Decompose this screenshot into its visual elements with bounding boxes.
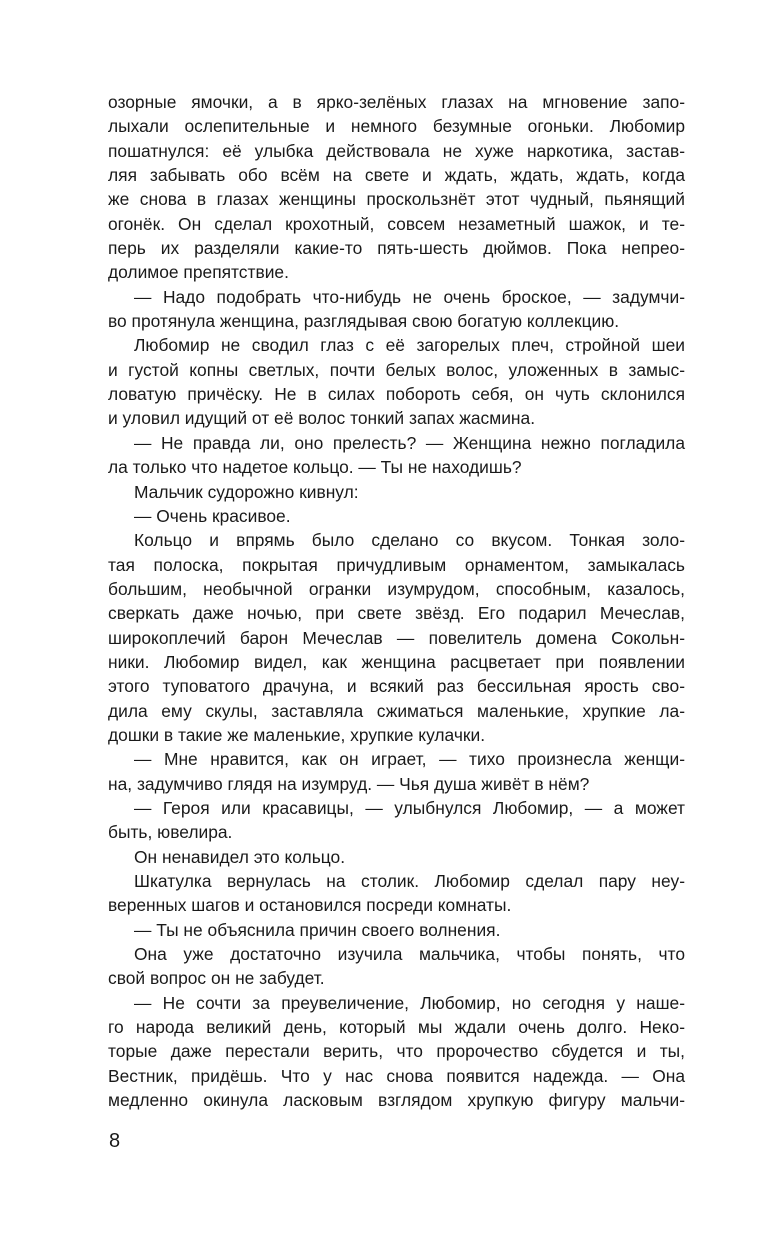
text-line: Мальчик судорожно кивнул: [134,481,359,502]
page-number: 8 [109,1130,121,1152]
text-line: Любомир не сводил глаз с её загорелых плеч, стройной шеи [134,335,685,356]
text-line: — Героя или красавицы, — улыбнулся Любомир, — а может [134,797,685,818]
text-line: ловатую причёску. Не в силах побороть себя, он чуть склонился [108,384,685,405]
text-line: веренных шагов и остановился посреди комнаты. [108,895,512,916]
text-line: на, задумчиво глядя на изумруд. — Чья душа живёт в нём? [108,773,590,794]
text-line: этого туповатого драчуна, и всякий раз бессильная ярость сво- [108,676,685,697]
text-line: свой вопрос он не забудет. [108,968,325,989]
text-line: лыхали ослепительные и немного безумные огоньки. Любомир [108,116,685,137]
text-line: долимое препятствие. [108,262,289,283]
paragraph [108,333,685,430]
text-line: Шкатулка вернулась на столик. Любомир сделал пару неу- [134,871,685,891]
text-line: озорные ямочки, а в ярко-зелёных глазах на мгновение запо- [108,92,685,112]
paragraph [108,869,685,918]
paragraph [108,480,685,504]
text-line: же снова в глазах женщины проскользнёт этот чудный, пьянящий [108,189,685,210]
paragraph [108,431,685,480]
paragraph [108,942,685,991]
text-line: — Мне нравится, как он играет, — тихо произнесла женщи- [134,749,685,770]
text-line: и густой копны светлых, почти белых волос, уложенных в замыс- [108,359,685,380]
paragraph [108,845,685,869]
text-line: дила ему скулы, заставляла сжиматься маленькие, хрупкие ла- [108,700,685,721]
book-page-text [108,90,685,1112]
text-line: и уловил идущий от её волос тонкий запах жасмина. [108,408,536,429]
text-line: пошатнулся: её улыбка действовала не хуже наркотика, застав- [108,140,685,161]
text-line: торые даже перестали верить, что пророчество сбудется и ты, [108,1041,685,1062]
text-line: Кольцо и впрямь было сделано со вкусом. Тонкая золо- [134,530,685,551]
paragraph [108,796,685,845]
text-line: тая полоска, покрытая причудливым орнаментом, замыкалась [108,554,685,575]
paragraph [108,747,685,796]
text-line: го народа великий день, который мы ждали очень долго. Неко- [108,1017,685,1038]
paragraph [108,90,685,285]
text-line: перь их разделяли какие-то пять-шесть дюймов. Пока непрео- [108,238,685,259]
text-line: — Не правда ли, оно прелесть? — Женщина нежно погладила [134,432,685,453]
text-line: ники. Любомир видел, как женщина расцветает при появлении [108,651,685,672]
text-line: огонёк. Он сделал крохотный, совсем незаметный шажок, и те- [108,213,685,234]
text-line: Она уже достаточно изучила мальчика, чтобы понять, что [134,944,685,965]
paragraph [108,285,685,334]
paragraph [108,918,685,942]
text-line: широкоплечий барон Мечеслав — повелитель домена Сокольн- [108,627,685,648]
paragraph [108,504,685,528]
text-line: — Очень красивое. [134,505,291,526]
text-line: — Не сочти за преувеличение, Любомир, но сегодня у наше- [134,992,685,1013]
text-line: — Ты не объяснила причин своего волнения. [134,919,501,940]
text-line: сверкать даже ночью, при свете звёзд. Его подарил Мечеслав, [108,603,685,624]
text-line: — Надо подобрать что-нибудь не очень броское, — задумчи- [134,286,685,307]
text-line: дошки в такие же маленькие, хрупкие кулачки. [108,724,486,745]
text-line: Он ненавидел это кольцо. [134,846,346,867]
text-line: ла только что надетое кольцо. — Ты не находишь? [108,457,522,478]
text-line: медленно окинула ласковым взглядом хрупкую фигуру мальчи- [108,1090,685,1111]
text-line: ляя забывать обо всём на свете и ждать, ждать, ждать, когда [108,165,685,186]
text-line: быть, ювелира. [108,822,233,843]
text-line: Вестник, придёшь. Что у нас снова появится надежда. — Она [108,1065,685,1086]
paragraph [108,528,685,747]
text-line: большим, необычной огранки изумрудом, способным, казалось, [108,578,685,599]
paragraph [108,991,685,1113]
text-line: во протянула женщина, разглядывая свою богатую коллекцию. [108,311,620,332]
